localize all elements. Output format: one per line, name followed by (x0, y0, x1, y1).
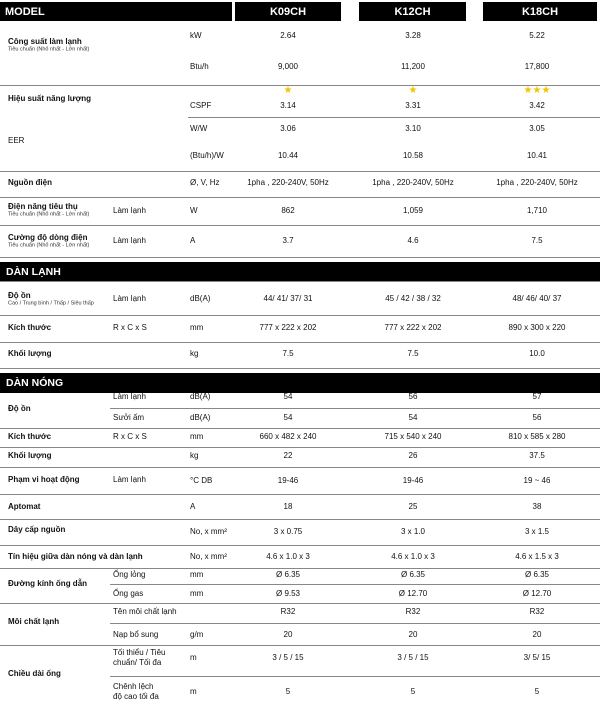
spec-value: 5.22 (529, 31, 545, 40)
section-outdoor: DÀN NÓNG (0, 373, 600, 393)
spec-value: 19 ~ 46 (523, 476, 551, 485)
spec-value: 10.0 (529, 349, 545, 358)
spec-label: Hiệu suất năng lượng (8, 94, 92, 103)
spec-value: 22 (283, 451, 293, 460)
spec-label: Tín hiệu giữa dàn nóng và dàn lạnh (8, 552, 143, 561)
row-divider (110, 584, 600, 585)
spec-unit: CSPF (190, 101, 212, 110)
spec-label: Công suất làm lạnh (8, 37, 82, 46)
spec-unit: W/W (190, 124, 208, 133)
spec-label-note: Tiêu chuẩn (Nhỏ nhất - Lớn nhất) (8, 242, 90, 249)
spec-value: 20 (283, 630, 293, 639)
spec-label: Cường độ dòng điện (8, 233, 88, 242)
spec-unit: m (190, 653, 197, 662)
row-divider (0, 342, 600, 343)
spec-value: 10.58 (402, 151, 424, 160)
spec-sublabel: R x C x S (113, 432, 147, 441)
spec-value: 20 (408, 630, 418, 639)
spec-sublabel: Làm lạnh (113, 236, 146, 245)
spec-value: Ø 6.35 (400, 570, 426, 579)
spec-value: 3 x 1.0 (400, 527, 426, 536)
row-divider (0, 225, 600, 226)
spec-value: 3.28 (405, 31, 421, 40)
spec-sublabel: Làm lạnh (113, 475, 146, 484)
spec-value: 5 (285, 687, 291, 696)
spec-label: Môi chất lạnh (8, 617, 60, 626)
spec-value: 25 (408, 502, 418, 511)
spec-unit: W (190, 206, 198, 215)
spec-value: 3.10 (405, 124, 421, 133)
model-column-header: K12CH (359, 2, 466, 21)
spec-label: Dây cấp nguồn (8, 525, 66, 534)
spec-value: 3 / 5 / 15 (397, 653, 429, 662)
spec-unit: kg (190, 451, 199, 460)
spec-value: R32 (529, 607, 545, 616)
spec-value: 715 x 540 x 240 (384, 432, 442, 441)
spec-value: Ø 12.70 (522, 589, 552, 598)
spec-value: 4.6 x 1.0 x 3 (391, 552, 435, 561)
spec-value: 56 (532, 413, 542, 422)
spec-value: 4.6 x 1.0 x 3 (266, 552, 310, 561)
spec-value: 3 x 1.5 (524, 527, 550, 536)
spec-label: Kích thước (8, 323, 52, 332)
spec-value: R32 (405, 607, 421, 616)
spec-label-note: Tiêu chuẩn (Nhỏ nhất - Lớn nhất) (8, 46, 90, 53)
spec-value: 57 (532, 392, 542, 401)
spec-unit: Ø, V, Hz (190, 178, 220, 187)
spec-value: 3.42 (529, 101, 545, 110)
spec-value: 3.05 (529, 124, 545, 133)
spec-value: 862 (281, 206, 295, 215)
row-divider (110, 408, 600, 409)
spec-sublabel: Chênh lệch (113, 682, 154, 691)
spec-unit: No, x mm² (190, 527, 227, 536)
spec-label: Khối lượng (8, 451, 52, 460)
rating-star-icon: ★★★ (523, 85, 551, 96)
spec-unit: dB(A) (190, 294, 211, 303)
spec-value: 4.6 (407, 236, 419, 245)
spec-value: 19-46 (402, 476, 424, 485)
spec-value: Ø 12.70 (398, 589, 428, 598)
spec-unit: dB(A) (190, 392, 211, 401)
spec-value: 3.06 (280, 124, 296, 133)
spec-value: 37.5 (529, 451, 545, 460)
spec-label-note: Cao / Trung bình / Thấp / Siêu thấp (8, 300, 94, 307)
spec-label-note: Tiêu chuẩn (Nhỏ nhất - Lớn nhất) (8, 211, 90, 218)
spec-sublabel: chuẩn/ Tối đa (113, 658, 162, 667)
model-column-header: K09CH (235, 2, 341, 21)
row-divider (0, 428, 600, 429)
row-divider (0, 568, 600, 569)
spec-value: 5 (410, 687, 416, 696)
spec-unit: Btu/h (190, 62, 209, 71)
spec-value: 3 / 5 / 15 (272, 653, 304, 662)
row-divider (0, 519, 600, 520)
row-divider (0, 447, 600, 448)
spec-value: 3.14 (280, 101, 296, 110)
spec-value: 890 x 300 x 220 (508, 323, 566, 332)
spec-value: 48/ 46/ 40/ 37 (512, 294, 562, 303)
spec-label: Aptomat (8, 502, 41, 511)
spec-label: EER (8, 136, 25, 145)
spec-unit: dB(A) (190, 413, 211, 422)
spec-unit: m (190, 687, 197, 696)
spec-value: 10.41 (526, 151, 548, 160)
spec-sublabel: Làm lạnh (113, 294, 146, 303)
spec-value: 777 x 222 x 202 (384, 323, 442, 332)
spec-value: 54 (408, 413, 418, 422)
spec-sublabel: độ cao tối đa (113, 692, 159, 701)
spec-value: 3.7 (282, 236, 294, 245)
spec-unit: mm (190, 323, 204, 332)
spec-value: 3 x 0.75 (273, 527, 303, 536)
spec-value: 777 x 222 x 202 (259, 323, 317, 332)
spec-value: 54 (283, 392, 293, 401)
spec-unit: kg (190, 349, 199, 358)
spec-sublabel: Tên môi chất lạnh (113, 607, 177, 616)
spec-value: Ø 6.35 (524, 570, 550, 579)
spec-value: 56 (408, 392, 418, 401)
row-divider (110, 623, 600, 624)
spec-value: 19-46 (277, 476, 299, 485)
spec-value: 7.5 (407, 349, 419, 358)
row-divider (0, 171, 600, 172)
row-divider (0, 281, 600, 282)
spec-unit: °C DB (190, 476, 213, 485)
spec-value: 20 (532, 630, 542, 639)
row-divider (188, 117, 600, 118)
spec-sublabel: Sưởi ấm (113, 413, 145, 422)
spec-sublabel: Tối thiểu / Tiêu (113, 648, 166, 657)
spec-unit: No, x mm² (190, 552, 227, 561)
spec-label: Độ ồn (8, 291, 31, 300)
rating-star-icon: ★ (408, 85, 418, 96)
row-divider (110, 676, 600, 677)
spec-value: 26 (408, 451, 418, 460)
rating-star-icon: ★ (283, 85, 293, 96)
spec-value: Ø 9.53 (275, 589, 301, 598)
row-divider (0, 645, 600, 646)
spec-sublabel: Nạp bổ sung (113, 630, 159, 639)
spec-value: 1pha , 220-240V, 50Hz (496, 178, 578, 187)
spec-label: Điện năng tiêu thụ (8, 202, 78, 211)
spec-value: 18 (283, 502, 293, 511)
spec-value: 44/ 41/ 37/ 31 (263, 294, 313, 303)
spec-value: 660 x 482 x 240 (259, 432, 317, 441)
spec-unit: A (190, 236, 196, 245)
model-header: MODEL (0, 2, 232, 21)
spec-value: R32 (280, 607, 296, 616)
spec-unit: (Btu/h)/W (190, 151, 224, 160)
spec-value: 1,710 (526, 206, 548, 215)
spec-value: 10.44 (277, 151, 299, 160)
row-divider (0, 494, 600, 495)
spec-label: Phạm vi hoạt động (8, 475, 80, 484)
spec-label: Đường kính ống dẫn (8, 579, 88, 588)
spec-sublabel: Làm lạnh (113, 392, 146, 401)
spec-value: 45 / 42 / 38 / 32 (385, 294, 441, 303)
row-divider (0, 85, 600, 86)
spec-label: Kích thước (8, 432, 52, 441)
spec-value: 17,800 (524, 62, 550, 71)
spec-value: 54 (283, 413, 293, 422)
spec-value: 7.5 (282, 349, 294, 358)
spec-value: 1,059 (402, 206, 424, 215)
spec-label: Khối lượng (8, 349, 52, 358)
spec-unit: g/m (190, 630, 204, 639)
spec-unit: mm (190, 432, 204, 441)
spec-unit: A (190, 502, 196, 511)
spec-value: 3/ 5/ 15 (523, 653, 551, 662)
spec-value: Ø 6.35 (275, 570, 301, 579)
section-indoor: DÀN LẠNH (0, 262, 600, 282)
row-divider (0, 467, 600, 468)
spec-sublabel: Ống gas (113, 589, 144, 598)
spec-unit: mm (190, 570, 204, 579)
spec-label: Nguồn điện (8, 178, 52, 187)
spec-value: 4.6 x 1.5 x 3 (515, 552, 559, 561)
spec-label: Chiều dài ống (8, 669, 61, 678)
row-divider (0, 315, 600, 316)
spec-value: 38 (532, 502, 542, 511)
spec-value: 2.64 (280, 31, 296, 40)
spec-sublabel: Làm lạnh (113, 206, 146, 215)
spec-value: 1pha , 220-240V, 50Hz (372, 178, 454, 187)
spec-value: 3.31 (405, 101, 421, 110)
spec-value: 11,200 (401, 62, 425, 71)
spec-value: 9,000 (277, 62, 299, 71)
row-divider (0, 368, 600, 369)
spec-value: 810 x 585 x 280 (508, 432, 566, 441)
spec-value: 1pha , 220-240V, 50Hz (247, 178, 329, 187)
model-column-header: K18CH (483, 2, 597, 21)
row-divider (0, 257, 600, 258)
spec-unit: mm (190, 589, 204, 598)
row-divider (0, 545, 600, 546)
row-divider (0, 603, 600, 604)
spec-unit: kW (190, 31, 202, 40)
spec-sublabel: Ống lỏng (113, 570, 146, 579)
row-divider (0, 197, 600, 198)
spec-sublabel: R x C x S (113, 323, 147, 332)
spec-value: 5 (534, 687, 540, 696)
spec-label: Độ ồn (8, 404, 31, 413)
spec-value: 7.5 (531, 236, 543, 245)
